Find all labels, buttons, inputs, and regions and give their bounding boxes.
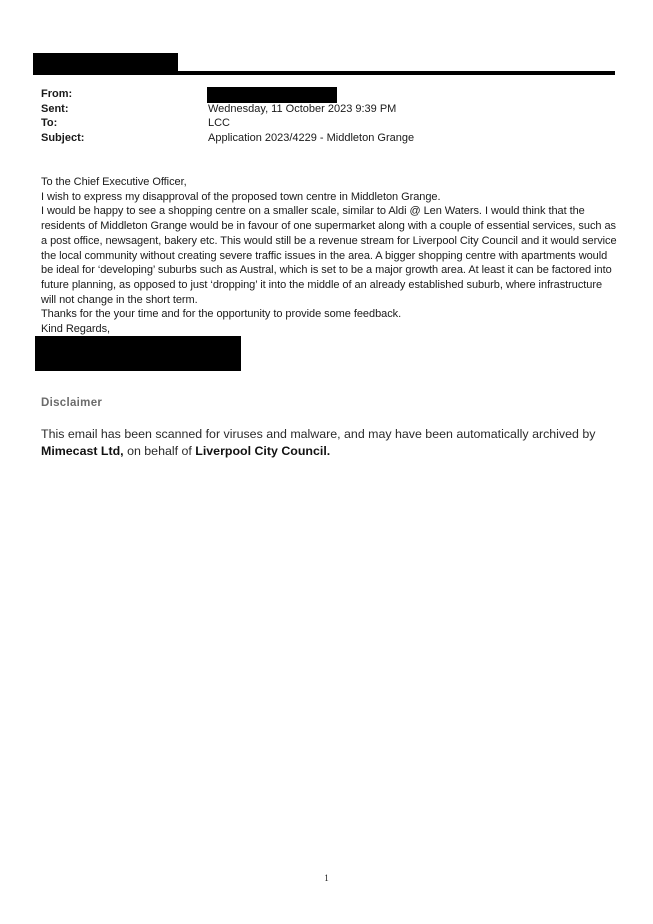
email-body: [41, 175, 619, 337]
sent-value: Wednesday, 11 October 2023 9:39 PM: [208, 102, 397, 115]
disclaimer-council: Liverpool City Council.: [195, 443, 331, 458]
from-label: From:: [41, 88, 73, 100]
page-number: 1: [324, 873, 329, 883]
from-redaction: [207, 87, 337, 103]
to-value: LCC: [208, 117, 231, 130]
body-paragraph: Thanks for the your time and for the opportunity to provide some feedback.: [41, 308, 402, 321]
to-label: To:: [41, 117, 58, 130]
body-paragraph: I wish to express my disapproval of the proposed town centre in Middleton Grange.: [41, 190, 441, 203]
signature-redaction: [35, 336, 241, 371]
subject-label: Subject:: [41, 132, 85, 145]
subject-value: Application 2023/4229 - Middleton Grange: [208, 132, 415, 145]
to-row: [41, 116, 621, 131]
closing: Kind Regards,: [41, 323, 111, 336]
sent-row: [41, 102, 621, 117]
greeting: To the Chief Executive Officer,: [41, 176, 187, 188]
disclaimer-text-before: This email has been scanned for viruses and malware, and may have been automatically archived by: [41, 427, 596, 441]
disclaimer-company: Mimecast Ltd,: [41, 443, 124, 458]
disclaimer-text-middle: on behalf of: [123, 443, 196, 458]
subject-row: [41, 131, 621, 146]
disclaimer-heading: Disclaimer: [41, 397, 103, 409]
sent-label: Sent:: [41, 102, 69, 115]
header-rule: [33, 71, 615, 75]
body-paragraph: I would be happy to see a shopping centre on a smaller scale, similar to Aldi @ Len Waters. I would think that the residents of Middleton Grange would be in favour of one supermarket along with a couple of essential services, such as a post office, newsagent, bakery etc. This would still be a revenue stream for Liverpool City Council and it would service the local community without creating severe traffic issues in the area. A bigger shopping centre with apartments would be ideal for ‘developing’ suburbs such as Austral, which is set to be a major growth area. At least it can be factored into future planning, as opposed to just ‘dropping’ it into the middle of an already established suburb, where infrastructure will not change in the short term.: [41, 205, 617, 306]
disclaimer-text: [41, 426, 626, 459]
